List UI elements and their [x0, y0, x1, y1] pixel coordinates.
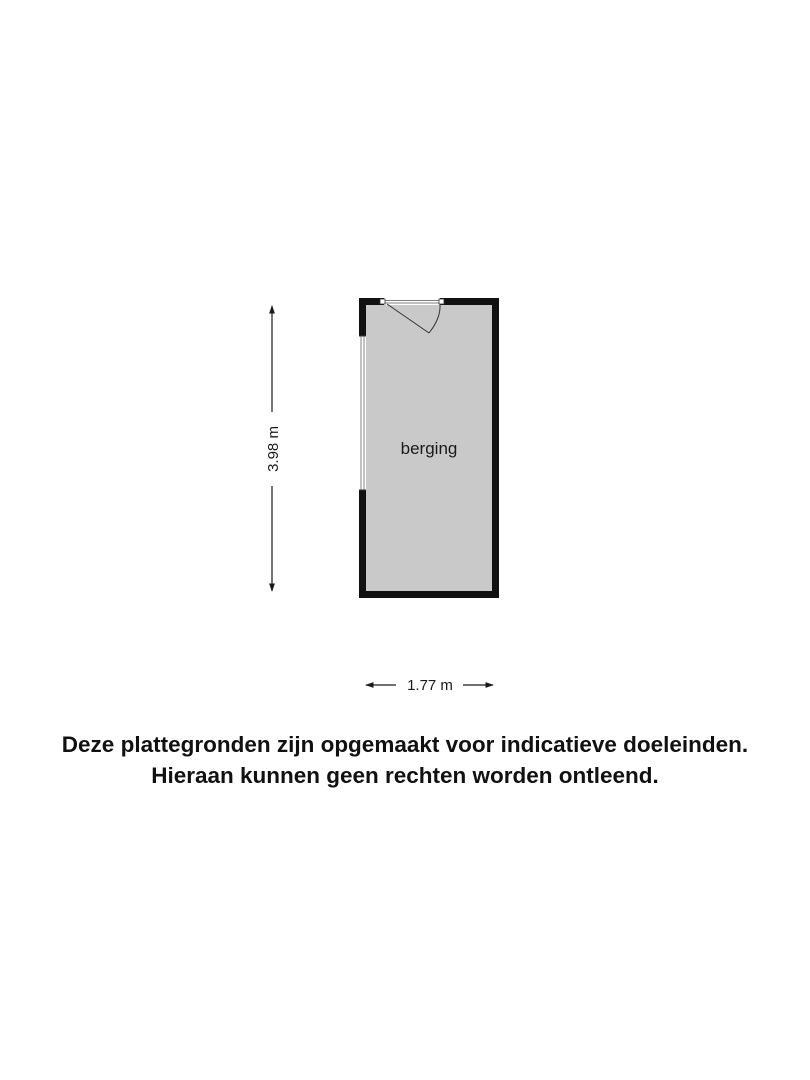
height-dimension	[265, 306, 282, 591]
width-dimension-label: 1.77 m	[407, 677, 453, 694]
room-label: berging	[400, 439, 458, 458]
height-dimension-label: 3.98 m	[265, 426, 282, 472]
width-dimension	[366, 677, 493, 694]
disclaimer-line-1: Deze plattegronden zijn opgemaakt voor indicatieve doeleinden.	[61, 732, 749, 757]
disclaimer-line-2: Hieraan kunnen geen rechten worden ontleend.	[151, 763, 659, 788]
disclaimer	[0, 729, 810, 791]
window	[359, 336, 366, 490]
